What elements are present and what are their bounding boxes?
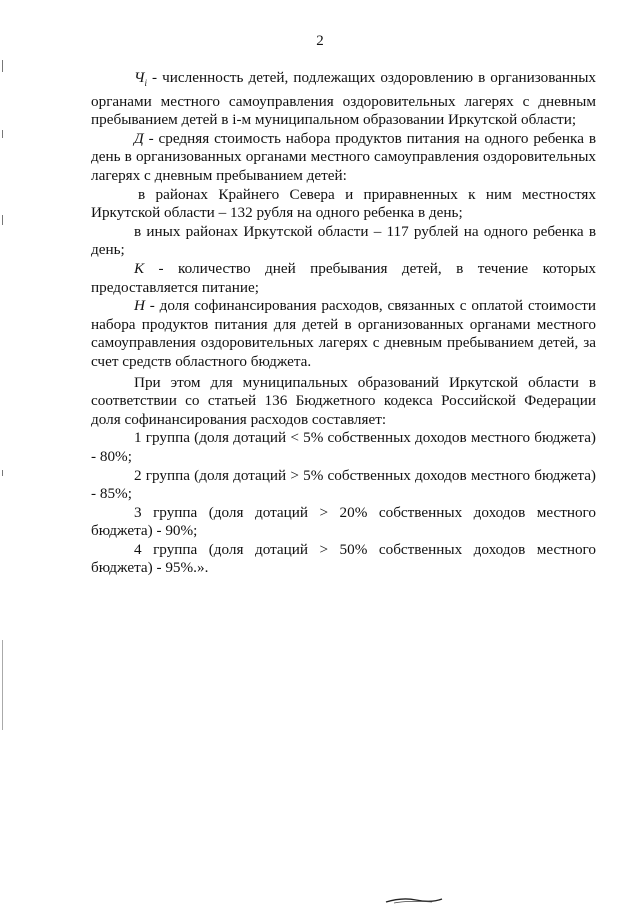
- paragraph-average-cost: [91, 130, 596, 186]
- paragraph-budget-code: При этом для муниципальных образований Иркутской области в соответствии со статьей 136 Бюджетного кодекса Российской Федерации доля софинансирования расходов составляет:: [91, 373, 596, 428]
- scan-margin-edge: [2, 0, 4, 905]
- formula-symbol: Ч: [134, 69, 145, 86]
- group-item: 2 группа (доля дотаций > 5% собственных доходов местного бюджета) - 85%;: [91, 466, 596, 503]
- formula-symbol: Н: [134, 297, 145, 315]
- paragraph-other-districts: в иных районах Иркутской области – 117 рублей на одного ребенка в день;: [91, 222, 596, 259]
- group-item: 1 группа (доля дотаций < 5% собственных доходов местного бюджета) - 80%;: [91, 429, 596, 465]
- paragraph-text: - доля софинансирования расходов, связанных с оплатой стоимости набора продуктов питания для детей в организованных органами местного самоуправления оздоровительных лагерях с дневным пребыванием детей, за счет средств областного бюджета.: [91, 297, 596, 370]
- paragraph-text: - средняя стоимость набора продуктов питания на одного ребенка в день в организованных органами местного самоуправления оздоровительных лагерях с дневным пребыванием детей:: [91, 129, 596, 184]
- paragraph-children-count: [91, 69, 596, 130]
- signature-scribble: [384, 896, 444, 905]
- formula-symbol: Д: [134, 129, 144, 147]
- group-item: 4 группа (доля дотаций > 50% собственных доходов местного бюджета) - 95%.».: [91, 540, 596, 577]
- paragraph-cofinancing-share: [91, 297, 596, 371]
- paragraph-days: [91, 260, 596, 297]
- formula-symbol: К: [134, 259, 145, 277]
- group-item: 3 группа (доля дотаций > 20% собственных доходов местного бюджета) - 90%;: [91, 503, 596, 540]
- formula-subscript: i: [144, 78, 147, 89]
- paragraph-far-north: в районах Крайнего Севера и приравненных к ним местностях Иркутской области – 132 рубля на одного ребенка в день;: [91, 185, 596, 222]
- paragraph-text: - численность детей, подлежащих оздоровлению в организованных органами местного самоуправления оздоровительных лагерях с дневным пребыванием детей в i-м муниципальном образовании Иркутской области;: [91, 69, 596, 129]
- page-number: 2: [316, 33, 324, 49]
- paragraph-text: - количество дней пребывания детей, в течение которых предоставляется питание;: [91, 259, 596, 296]
- document-body: [91, 69, 596, 578]
